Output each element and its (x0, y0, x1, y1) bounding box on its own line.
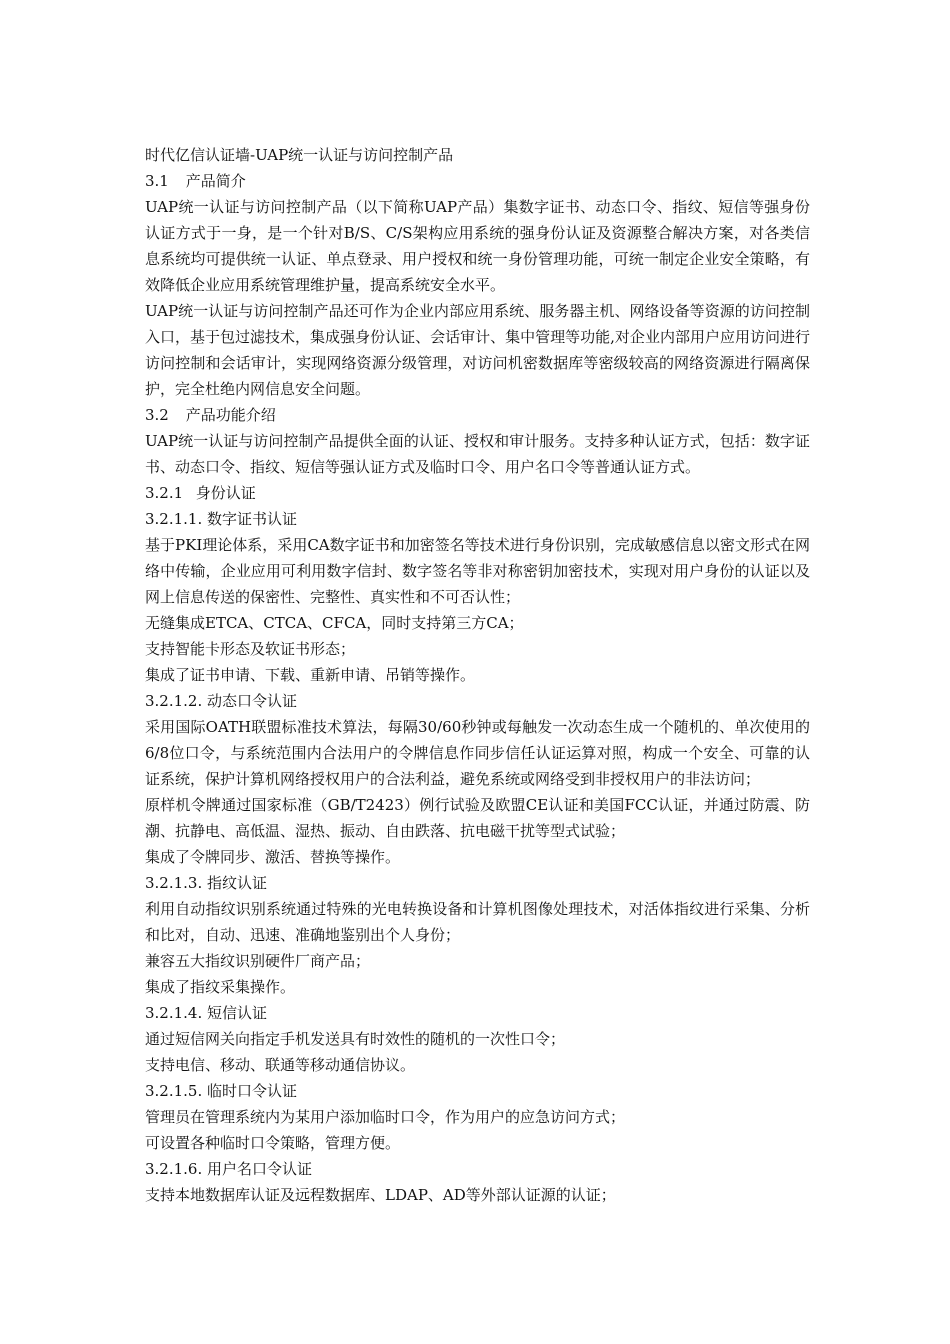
section-number: 3.2 (145, 406, 169, 424)
document-page (145, 142, 810, 1208)
paragraph-function-intro: UAP统一认证与访问控制产品提供全面的认证、授权和审计服务。支持多种认证方式，包括：数字证书、动态口令、指纹、短信等强认证方式及临时口令、用户名口令等普通认证方式。 (145, 432, 810, 476)
paragraph-otp-2: 原样机令牌通过国家标准（GB/T2423）例行试验及欧盟CE认证和美国FCC认证，并通过防震、防潮、抗静电、高低温、湿热、振动、自由跌落、抗电磁干扰等型式试验； (145, 796, 810, 840)
paragraph-otp-1: 采用国际OATH联盟标准技术算法，每隔30/60秒钟或每触发一次动态生成一个随机的、单次使用的6/8位口令，与系统范围内合法用户的令牌信息作同步信任认证运算对照，构成一个安全、可靠的认证系统，保护计算机网络授权用户的合法利益，避免系统或网络受到非授权用户的非法访问； (145, 718, 810, 788)
paragraph-username-password-1: 支持本地数据库认证及远程数据库、LDAP、AD等外部认证源的认证； (145, 1186, 616, 1204)
section-3-2-1-5-heading: 3.2.1.5. 临时口令认证 (145, 1082, 298, 1100)
paragraph-sms-1: 通过短信网关向指定手机发送具有时效性的随机的一次性口令； (145, 1030, 566, 1048)
paragraph-cert-4: 集成了证书申请、下载、重新申请、吊销等操作。 (145, 666, 476, 684)
section-3-2-1-4-heading: 3.2.1.4. 短信认证 (145, 1004, 268, 1022)
paragraph-fingerprint-1: 利用自动指纹识别系统通过特殊的光电转换设备和计算机图像处理技术，对活体指纹进行采集、分析和比对，自动、迅速、准确地鉴别出个人身份； (145, 900, 810, 944)
section-3-2-1-1-heading: 3.2.1.1. 数字证书认证 (145, 510, 298, 528)
section-3-2-heading (145, 402, 810, 428)
paragraph-product-intro-2: UAP统一认证与访问控制产品还可作为企业内部应用系统、服务器主机、网络设备等资源的访问控制入口，基于包过滤技术，集成强身份认证、会话审计、集中管理等功能,对企业内部用户应用访问进行访问控制和会话审计，实现网络资源分级管理，对访问机密数据库等密级较高的网络资源进行隔离保护，完全杜绝内网信息安全问题。 (145, 302, 810, 398)
section-3-2-1-3-heading: 3.2.1.3. 指纹认证 (145, 874, 268, 892)
section-title: 产品功能介绍 (185, 406, 276, 424)
paragraph-temp-password-1: 管理员在管理系统内为某用户添加临时口令，作为用户的应急访问方式； (145, 1108, 626, 1126)
section-title: 产品简介 (185, 172, 246, 190)
section-3-1-heading (145, 168, 810, 194)
document-title: 时代亿信认证墙-UAP统一认证与访问控制产品 (145, 146, 454, 164)
paragraph-temp-password-2: 可设置各种临时口令策略，管理方便。 (145, 1134, 401, 1152)
paragraph-cert-2: 无缝集成ETCA、CTCA、CFCA，同时支持第三方CA； (145, 614, 524, 632)
paragraph-otp-3: 集成了令牌同步、激活、替换等操作。 (145, 848, 401, 866)
section-3-2-1-6-heading: 3.2.1.6. 用户名口令认证 (145, 1160, 313, 1178)
paragraph-product-intro-1: UAP统一认证与访问控制产品（以下简称UAP产品）集数字证书、动态口令、指纹、短信等强身份认证方式于一身，是一个针对B/S、C/S架构应用系统的强身份认证及资源整合解决方案，对各类信息系统均可提供统一认证、单点登录、用户授权和统一身份管理功能，可统一制定企业安全策略，有效降低企业应用系统管理维护量，提高系统安全水平。 (145, 198, 810, 294)
section-title: 身份认证 (195, 484, 256, 502)
section-3-2-1-heading (145, 480, 810, 506)
paragraph-sms-2: 支持电信、移动、联通等移动通信协议。 (145, 1056, 416, 1074)
paragraph-fingerprint-2: 兼容五大指纹识别硬件厂商产品； (145, 952, 371, 970)
paragraph-cert-1: 基于PKI理论体系，采用CA数字证书和加密签名等技术进行身份识别，完成敏感信息以密文形式在网络中传输，企业应用可利用数字信封、数字签名等非对称密钥加密技术，实现对用户身份的认证以及网上信息传送的保密性、完整性、真实性和不可否认性； (145, 536, 810, 606)
section-number: 3.1 (145, 172, 169, 190)
paragraph-fingerprint-3: 集成了指纹采集操作。 (145, 978, 296, 996)
section-number: 3.2.1 (145, 484, 184, 502)
section-3-2-1-2-heading: 3.2.1.2. 动态口令认证 (145, 692, 298, 710)
paragraph-cert-3: 支持智能卡形态及软证书形态； (145, 640, 356, 658)
